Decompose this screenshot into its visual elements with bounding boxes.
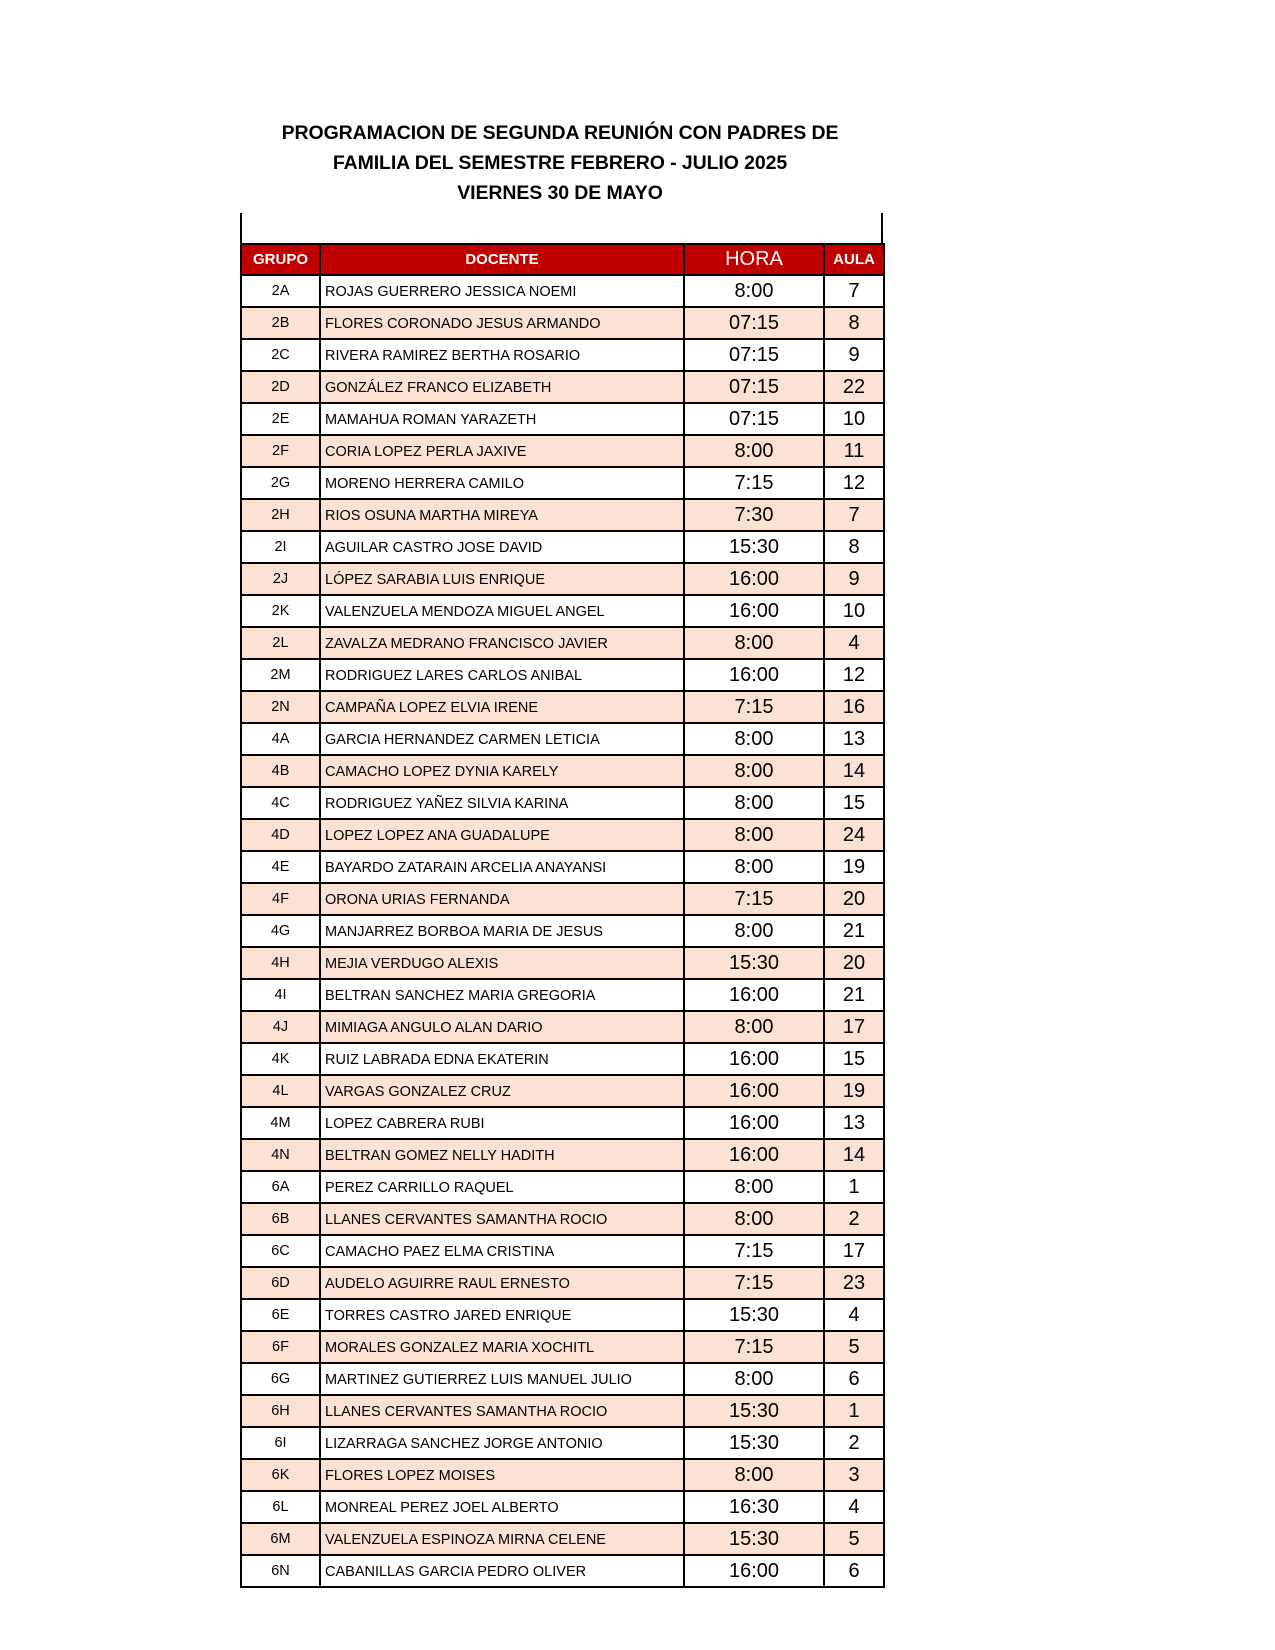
table-row	[241, 819, 884, 851]
grupo-cell: 6G	[241, 1363, 320, 1395]
hora-cell: 8:00	[684, 1459, 824, 1491]
docente-cell: MARTINEZ GUTIERREZ LUIS MANUEL JULIO	[320, 1363, 684, 1395]
hora-cell: 8:00	[684, 819, 824, 851]
docente-cell: LOPEZ CABRERA RUBI	[320, 1107, 684, 1139]
docente-cell: CAMACHO LOPEZ DYNIA KARELY	[320, 755, 684, 787]
table-body	[241, 275, 884, 1587]
grupo-cell: 2G	[241, 467, 320, 499]
table-row	[241, 1107, 884, 1139]
hora-cell: 16:00	[684, 1107, 824, 1139]
hora-cell: 15:30	[684, 1395, 824, 1427]
aula-cell: 9	[824, 563, 884, 595]
docente-cell: MAMAHUA ROMAN YARAZETH	[320, 403, 684, 435]
hora-cell: 15:30	[684, 947, 824, 979]
hora-cell: 15:30	[684, 1299, 824, 1331]
hora-cell: 16:00	[684, 979, 824, 1011]
hora-cell: 16:00	[684, 1075, 824, 1107]
hora-cell: 7:15	[684, 1235, 824, 1267]
docente-cell: CORIA LOPEZ PERLA JAXIVE	[320, 435, 684, 467]
docente-cell: RODRIGUEZ LARES CARLOS ANIBAL	[320, 659, 684, 691]
grupo-cell: 4H	[241, 947, 320, 979]
hora-cell: 07:15	[684, 403, 824, 435]
hora-cell: 16:30	[684, 1491, 824, 1523]
grupo-cell: 4K	[241, 1043, 320, 1075]
docente-cell: RIOS OSUNA MARTHA MIREYA	[320, 499, 684, 531]
hora-cell: 7:15	[684, 1267, 824, 1299]
grupo-cell: 2K	[241, 595, 320, 627]
docente-cell: PEREZ CARRILLO RAQUEL	[320, 1171, 684, 1203]
aula-cell: 1	[824, 1171, 884, 1203]
table-row	[241, 915, 884, 947]
table-row	[241, 1427, 884, 1459]
aula-cell: 4	[824, 627, 884, 659]
table-row	[241, 883, 884, 915]
table-row	[241, 467, 884, 499]
docente-cell: ROJAS GUERRERO JESSICA NOEMI	[320, 275, 684, 307]
aula-cell: 5	[824, 1331, 884, 1363]
table-row	[241, 339, 884, 371]
aula-cell: 24	[824, 819, 884, 851]
docente-cell: BELTRAN SANCHEZ MARIA GREGORIA	[320, 979, 684, 1011]
table-row	[241, 1331, 884, 1363]
table-row	[241, 1523, 884, 1555]
table-row	[241, 403, 884, 435]
hora-cell: 16:00	[684, 595, 824, 627]
hora-cell: 16:00	[684, 563, 824, 595]
title-line-1: PROGRAMACION DE SEGUNDA REUNIÓN CON PADRES DE	[281, 122, 839, 144]
grupo-cell: 6I	[241, 1427, 320, 1459]
docente-cell: RODRIGUEZ YAÑEZ SILVIA KARINA	[320, 787, 684, 819]
hora-cell: 8:00	[684, 915, 824, 947]
grupo-cell: 6K	[241, 1459, 320, 1491]
header-grupo: GRUPO	[241, 244, 320, 275]
aula-cell: 19	[824, 1075, 884, 1107]
grupo-cell: 2M	[241, 659, 320, 691]
table-row	[241, 1235, 884, 1267]
hora-cell: 8:00	[684, 755, 824, 787]
docente-cell: TORRES CASTRO JARED ENRIQUE	[320, 1299, 684, 1331]
docente-cell: MANJARREZ BORBOA MARIA DE JESUS	[320, 915, 684, 947]
grupo-cell: 4B	[241, 755, 320, 787]
header-hora: HORA	[684, 244, 824, 275]
grupo-cell: 2L	[241, 627, 320, 659]
hora-cell: 15:30	[684, 531, 824, 563]
grupo-cell: 4M	[241, 1107, 320, 1139]
table-row	[241, 499, 884, 531]
aula-cell: 17	[824, 1011, 884, 1043]
table-row	[241, 1171, 884, 1203]
title-line-3: VIERNES 30 DE MAYO	[457, 182, 663, 204]
hora-cell: 7:15	[684, 691, 824, 723]
docente-cell: GONZÁLEZ FRANCO ELIZABETH	[320, 371, 684, 403]
hora-cell: 8:00	[684, 627, 824, 659]
aula-cell: 6	[824, 1363, 884, 1395]
docente-cell: CAMPAÑA LOPEZ ELVIA IRENE	[320, 691, 684, 723]
aula-cell: 13	[824, 1107, 884, 1139]
table-top-border-left	[240, 213, 242, 243]
grupo-cell: 6B	[241, 1203, 320, 1235]
table-row	[241, 691, 884, 723]
docente-cell: AGUILAR CASTRO JOSE DAVID	[320, 531, 684, 563]
aula-cell: 19	[824, 851, 884, 883]
document-title	[240, 118, 880, 208]
aula-cell: 17	[824, 1235, 884, 1267]
docente-cell: MEJIA VERDUGO ALEXIS	[320, 947, 684, 979]
table-row	[241, 1555, 884, 1587]
table-row	[241, 595, 884, 627]
grupo-cell: 2B	[241, 307, 320, 339]
hora-cell: 7:15	[684, 1331, 824, 1363]
grupo-cell: 4A	[241, 723, 320, 755]
grupo-cell: 6H	[241, 1395, 320, 1427]
hora-cell: 15:30	[684, 1523, 824, 1555]
hora-cell: 8:00	[684, 787, 824, 819]
hora-cell: 8:00	[684, 1203, 824, 1235]
table-row	[241, 1491, 884, 1523]
hora-cell: 8:00	[684, 723, 824, 755]
docente-cell: CABANILLAS GARCIA PEDRO OLIVER	[320, 1555, 684, 1587]
table-row	[241, 275, 884, 307]
hora-cell: 16:00	[684, 1043, 824, 1075]
grupo-cell: 6N	[241, 1555, 320, 1587]
aula-cell: 5	[824, 1523, 884, 1555]
hora-cell: 15:30	[684, 1427, 824, 1459]
aula-cell: 22	[824, 371, 884, 403]
hora-cell: 8:00	[684, 1011, 824, 1043]
aula-cell: 2	[824, 1427, 884, 1459]
table-row	[241, 1203, 884, 1235]
table-header-row	[241, 244, 884, 275]
table-row	[241, 755, 884, 787]
table-row	[241, 723, 884, 755]
table-row	[241, 979, 884, 1011]
hora-cell: 8:00	[684, 1363, 824, 1395]
grupo-cell: 6D	[241, 1267, 320, 1299]
docente-cell: ORONA URIAS FERNANDA	[320, 883, 684, 915]
table-row	[241, 1395, 884, 1427]
table-row	[241, 307, 884, 339]
hora-cell: 8:00	[684, 275, 824, 307]
grupo-cell: 6A	[241, 1171, 320, 1203]
aula-cell: 21	[824, 915, 884, 947]
grupo-cell: 6L	[241, 1491, 320, 1523]
table-row	[241, 1011, 884, 1043]
grupo-cell: 4E	[241, 851, 320, 883]
grupo-cell: 6M	[241, 1523, 320, 1555]
aula-cell: 4	[824, 1299, 884, 1331]
docente-cell: FLORES CORONADO JESUS ARMANDO	[320, 307, 684, 339]
grupo-cell: 4I	[241, 979, 320, 1011]
aula-cell: 10	[824, 595, 884, 627]
docente-cell: LOPEZ LOPEZ ANA GUADALUPE	[320, 819, 684, 851]
table-row	[241, 851, 884, 883]
grupo-cell: 4C	[241, 787, 320, 819]
hora-cell: 16:00	[684, 1555, 824, 1587]
docente-cell: BAYARDO ZATARAIN ARCELIA ANAYANSI	[320, 851, 684, 883]
grupo-cell: 4J	[241, 1011, 320, 1043]
table-row	[241, 1267, 884, 1299]
table-row	[241, 1075, 884, 1107]
aula-cell: 2	[824, 1203, 884, 1235]
title-line-2: FAMILIA DEL SEMESTRE FEBRERO - JULIO 2025	[332, 152, 788, 174]
docente-cell: GARCIA HERNANDEZ CARMEN LETICIA	[320, 723, 684, 755]
docente-cell: MONREAL PEREZ JOEL ALBERTO	[320, 1491, 684, 1523]
docente-cell: MIMIAGA ANGULO ALAN DARIO	[320, 1011, 684, 1043]
aula-cell: 21	[824, 979, 884, 1011]
table-row	[241, 1459, 884, 1491]
docente-cell: FLORES LOPEZ MOISES	[320, 1459, 684, 1491]
aula-cell: 12	[824, 467, 884, 499]
grupo-cell: 6E	[241, 1299, 320, 1331]
aula-cell: 3	[824, 1459, 884, 1491]
aula-cell: 14	[824, 1139, 884, 1171]
grupo-cell: 6C	[241, 1235, 320, 1267]
table-row	[241, 371, 884, 403]
table-row	[241, 435, 884, 467]
schedule-table	[240, 243, 885, 1588]
grupo-cell: 2D	[241, 371, 320, 403]
hora-cell: 07:15	[684, 307, 824, 339]
grupo-cell: 2A	[241, 275, 320, 307]
docente-cell: LÓPEZ SARABIA LUIS ENRIQUE	[320, 563, 684, 595]
aula-cell: 10	[824, 403, 884, 435]
docente-cell: BELTRAN GOMEZ NELLY HADITH	[320, 1139, 684, 1171]
table-row	[241, 1043, 884, 1075]
docente-cell: MORENO HERRERA CAMILO	[320, 467, 684, 499]
docente-cell: CAMACHO PAEZ ELMA CRISTINA	[320, 1235, 684, 1267]
docente-cell: ZAVALZA MEDRANO FRANCISCO JAVIER	[320, 627, 684, 659]
aula-cell: 9	[824, 339, 884, 371]
aula-cell: 13	[824, 723, 884, 755]
aula-cell: 16	[824, 691, 884, 723]
aula-cell: 1	[824, 1395, 884, 1427]
hora-cell: 07:15	[684, 371, 824, 403]
table-row	[241, 531, 884, 563]
docente-cell: AUDELO AGUIRRE RAUL ERNESTO	[320, 1267, 684, 1299]
hora-cell: 07:15	[684, 339, 824, 371]
aula-cell: 8	[824, 531, 884, 563]
table-row	[241, 563, 884, 595]
grupo-cell: 2F	[241, 435, 320, 467]
docente-cell: RIVERA RAMIREZ BERTHA ROSARIO	[320, 339, 684, 371]
grupo-cell: 6F	[241, 1331, 320, 1363]
hora-cell: 7:30	[684, 499, 824, 531]
grupo-cell: 2J	[241, 563, 320, 595]
aula-cell: 8	[824, 307, 884, 339]
aula-cell: 15	[824, 787, 884, 819]
header-aula: AULA	[824, 244, 884, 275]
hora-cell: 7:15	[684, 467, 824, 499]
docente-cell: MORALES GONZALEZ MARIA XOCHITL	[320, 1331, 684, 1363]
hora-cell: 8:00	[684, 1171, 824, 1203]
hora-cell: 7:15	[684, 883, 824, 915]
aula-cell: 6	[824, 1555, 884, 1587]
table-row	[241, 787, 884, 819]
grupo-cell: 4N	[241, 1139, 320, 1171]
grupo-cell: 2C	[241, 339, 320, 371]
hora-cell: 16:00	[684, 659, 824, 691]
table-row	[241, 1299, 884, 1331]
docente-cell: VARGAS GONZALEZ CRUZ	[320, 1075, 684, 1107]
grupo-cell: 4G	[241, 915, 320, 947]
docente-cell: VALENZUELA ESPINOZA MIRNA CELENE	[320, 1523, 684, 1555]
grupo-cell: 4F	[241, 883, 320, 915]
table-row	[241, 627, 884, 659]
aula-cell: 7	[824, 499, 884, 531]
header-docente: DOCENTE	[320, 244, 684, 275]
table-top-border-right	[881, 213, 883, 243]
docente-cell: VALENZUELA MENDOZA MIGUEL ANGEL	[320, 595, 684, 627]
grupo-cell: 2E	[241, 403, 320, 435]
docente-cell: RUIZ LABRADA EDNA EKATERIN	[320, 1043, 684, 1075]
grupo-cell: 2N	[241, 691, 320, 723]
aula-cell: 7	[824, 275, 884, 307]
aula-cell: 20	[824, 947, 884, 979]
docente-cell: LLANES CERVANTES SAMANTHA ROCIO	[320, 1203, 684, 1235]
hora-cell: 16:00	[684, 1139, 824, 1171]
table-row	[241, 659, 884, 691]
table-row	[241, 947, 884, 979]
grupo-cell: 4D	[241, 819, 320, 851]
table-row	[241, 1363, 884, 1395]
docente-cell: LIZARRAGA SANCHEZ JORGE ANTONIO	[320, 1427, 684, 1459]
aula-cell: 12	[824, 659, 884, 691]
aula-cell: 11	[824, 435, 884, 467]
hora-cell: 8:00	[684, 851, 824, 883]
grupo-cell: 2I	[241, 531, 320, 563]
docente-cell: LLANES CERVANTES SAMANTHA ROCIO	[320, 1395, 684, 1427]
aula-cell: 4	[824, 1491, 884, 1523]
grupo-cell: 4L	[241, 1075, 320, 1107]
hora-cell: 8:00	[684, 435, 824, 467]
aula-cell: 15	[824, 1043, 884, 1075]
grupo-cell: 2H	[241, 499, 320, 531]
aula-cell: 23	[824, 1267, 884, 1299]
table-row	[241, 1139, 884, 1171]
aula-cell: 20	[824, 883, 884, 915]
aula-cell: 14	[824, 755, 884, 787]
